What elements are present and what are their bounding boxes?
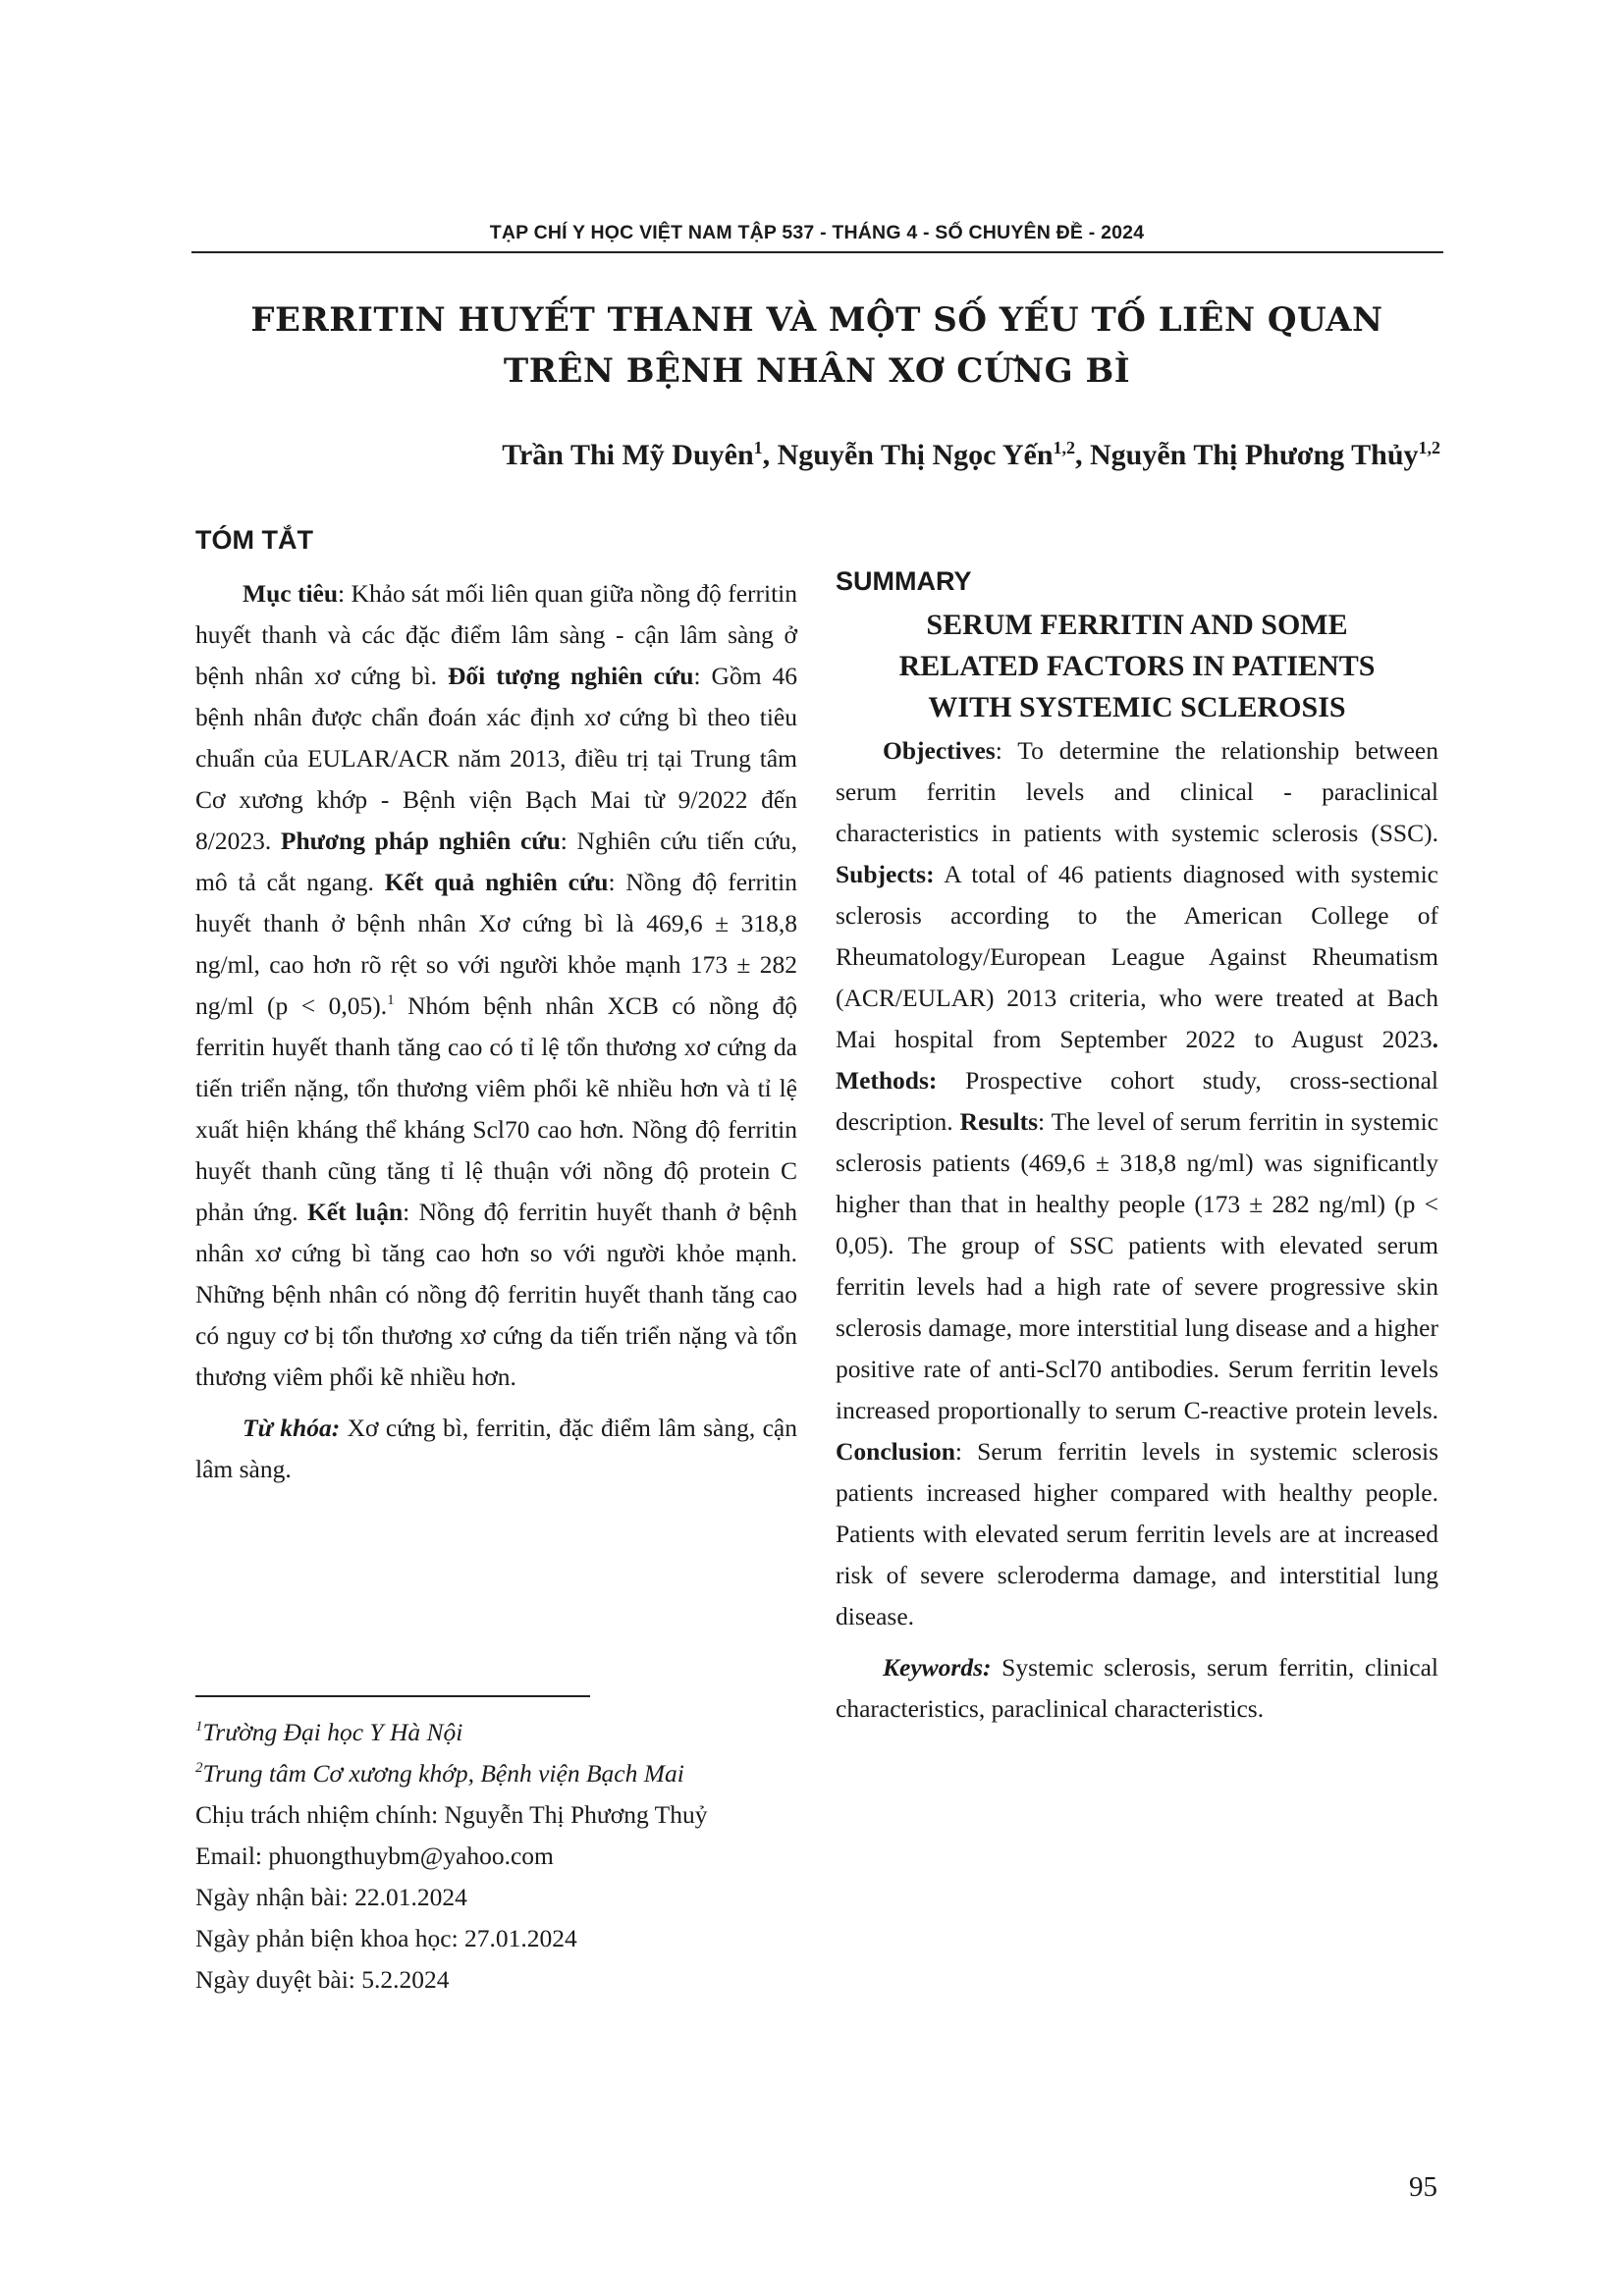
results-text-en: : The level of serum ferritin in systemic sclerosis patients (469,6 ± 318,8 ng/ml) was significantly higher than that in healthy people (173 ± 282 ng/ml) (p < 0,05). The group of SSC patients with elevated serum ferritin levels had a high rate of severe progressive skin sclerosis damage, more interstitial lung disease and a higher positive rate of anti-Scl70 antibodies. Serum ferritin levels increased proportionally to serum C-reactive protein levels.	[836, 1107, 1438, 1424]
keywords-text-vi: Xơ cứng bì, ferritin, đặc điểm lâm sàng, cận lâm sàng.	[195, 1414, 797, 1483]
subjects-text-en: A total of 46 patients diagnosed with systemic sclerosis according to the American College of Rheumatology/European League Against Rheumatism (ACR/EULAR) 2013 criteria, who were treated at Bach Mai hospital from September 2022 to August 2023	[836, 860, 1438, 1053]
conclusion-label-vi: Kết luận	[306, 1198, 404, 1226]
header-rule	[191, 251, 1443, 253]
abstract-heading-en: SUMMARY	[836, 566, 972, 596]
abstract-body-vi	[195, 573, 797, 1398]
abstract-heading-vi: TÓM TẮT	[195, 525, 313, 555]
keywords-label-vi: Từ khóa:	[243, 1414, 341, 1442]
title-line-2: TRÊN BỆNH NHÂN XƠ CỨNG BÌ	[503, 351, 1131, 391]
objectives-text-en: : To determine the relationship between serum ferritin levels and clinical - paraclinical characteristics in patients with systemic sclerosis (SSC).	[836, 736, 1438, 847]
footnote-rule	[195, 1695, 590, 1697]
methods-label-en: . Methods:	[836, 1025, 1438, 1095]
footnote-affiliation-2	[195, 1753, 824, 1794]
author-separator: ,	[762, 439, 778, 471]
corresponding-email: Email: phuongthuybm@yahoo.com	[195, 1842, 554, 1870]
footnote-affiliation-text: Trường Đại học Y Hà Nội	[202, 1718, 463, 1746]
methods-text-vi: : Nghiên cứu tiến cứu, mô tả cắt ngang.	[195, 827, 797, 896]
english-title	[836, 605, 1438, 728]
author-list	[502, 439, 1440, 472]
date-received: Ngày nhận bài: 22.01.2024	[195, 1883, 467, 1911]
author-name: Nguyễn Thị Phương Thủy	[1090, 439, 1419, 471]
subjects-label-en: Subjects:	[836, 860, 935, 888]
footnote-affiliation-1	[195, 1712, 824, 1753]
author-name: Nguyễn Thị Ngọc Yến	[777, 439, 1054, 471]
author-affiliation: 1	[753, 438, 763, 457]
objectives-text-vi: : Khảo sát mối liên quan giữa nồng độ ferritin huyết thanh và các đặc điểm lâm sàng - cận lâm sàng ở bệnh nhân xơ cứng bì.	[195, 579, 797, 690]
results-label-vi: Kết quả nghiên cứu	[384, 868, 609, 896]
footnotes	[195, 1712, 824, 2001]
page-number: 95	[1409, 2171, 1437, 2203]
abstract-english	[836, 561, 1438, 1730]
keywords-vi	[195, 1408, 797, 1490]
english-title-line-1: SERUM FERRITIN AND SOME	[926, 609, 1348, 641]
objectives-label-en: Objectives	[883, 736, 996, 765]
author-separator: ,	[1075, 439, 1091, 471]
subjects-text-vi: : Gồm 46 bệnh nhân được chẩn đoán xác định xơ cứng bì theo tiêu chuẩn của EULAR/ACR năm 2013, điều trị tại Trung tâm Cơ xương khớp - Bệnh viện Bạch Mai từ 9/2022 đến 8/2023.	[195, 662, 797, 855]
conclusion-label-en: Conclusion	[836, 1437, 955, 1466]
article-title	[193, 294, 1440, 397]
english-title-line-3: WITH SYSTEMIC SCLEROSIS	[928, 691, 1346, 723]
results-text-vi: : Nồng độ ferritin huyết thanh ở bệnh nhân Xơ cứng bì là 469,6 ± 318,8 ng/ml, cao hơn rõ rệt so với người khỏe mạnh 173 ± 282 ng/ml (p < 0,05).	[195, 868, 797, 1020]
methods-label-vi: Phương pháp nghiên cứu	[280, 827, 561, 855]
results-text-vi-cont: Nhóm bệnh nhân XCB có nồng độ ferritin huyết thanh tăng cao có tỉ lệ tổn thương xơ cứng da tiến triển nặng, tổn thương viêm phổi kẽ nhiều hơn và tỉ lệ xuất hiện kháng thể kháng Scl70 cao hơn. Nồng độ ferritin huyết thanh cũng tăng tỉ lệ thuận với nồng độ protein C phản ứng.	[195, 991, 798, 1226]
citation-marker: 1	[387, 992, 395, 1008]
corresponding-author: Chịu trách nhiệm chính: Nguyễn Thị Phương Thuỷ	[195, 1800, 708, 1829]
footnote-number: 2	[195, 1760, 203, 1776]
conclusion-text-en: : Serum ferritin levels in systemic sclerosis patients increased higher compared with healthy people. Patients with elevated serum ferritin levels are at increased risk of severe scleroderma damage, and interstitial lung disease.	[836, 1437, 1438, 1630]
author-affiliation: 1,2	[1418, 438, 1440, 457]
title-line-1: FERRITIN HUYẾT THANH VÀ MỘT SỐ YẾU TỐ LIÊN QUAN	[250, 300, 1383, 340]
keywords-text-en: Systemic sclerosis, serum ferritin, clinical characteristics, paraclinical characteristics.	[836, 1653, 1438, 1723]
journal-header: TẠP CHÍ Y HỌC VIỆT NAM TẬP 537 - THÁNG 4 - SỐ CHUYÊN ĐỀ - 2024	[489, 222, 1145, 243]
author-name: Trần Thi Mỹ Duyên	[502, 439, 754, 471]
results-label-en: Results	[959, 1107, 1038, 1136]
date-reviewed: Ngày phản biện khoa học: 27.01.2024	[195, 1924, 577, 1952]
footnote-affiliation-text: Trung tâm Cơ xương khớp, Bệnh viện Bạch Mai	[202, 1759, 684, 1788]
conclusion-text-vi: : Nồng độ ferritin huyết thanh ở bệnh nhân xơ cứng bì tăng cao hơn so với người khỏe mạnh. Những bệnh nhân có nồng độ ferritin huyết thanh tăng cao có nguy cơ bị tổn thương xơ cứng da tiến triển nặng và tổn thương viêm phổi kẽ nhiều hơn.	[195, 1198, 798, 1391]
author-affiliation: 1,2	[1053, 438, 1076, 457]
date-approved: Ngày duyệt bài: 5.2.2024	[195, 1965, 450, 1994]
keywords-label-en: Keywords:	[883, 1653, 992, 1682]
footnote-number: 1	[195, 1719, 203, 1735]
english-title-line-2: RELATED FACTORS IN PATIENTS	[898, 650, 1376, 682]
objectives-label-vi: Mục tiêu	[243, 579, 339, 608]
abstract-vietnamese	[195, 520, 797, 1490]
subjects-label-vi: Đối tượng nghiên cứu	[448, 662, 694, 690]
abstract-body-en	[836, 730, 1438, 1637]
keywords-en	[836, 1647, 1438, 1730]
methods-text-en: Prospective cohort study, cross-sectional description.	[836, 1066, 1438, 1136]
